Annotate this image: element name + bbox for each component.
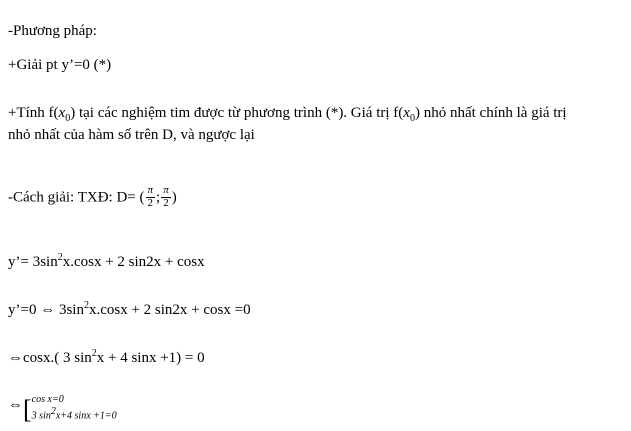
derivative-text-a: y’= 3sin	[8, 254, 58, 270]
step-two-text-a: +Tính f(	[8, 105, 59, 121]
step-two-line-1	[8, 104, 623, 126]
case-two-text-b: x+4 sinx +1=0	[55, 409, 117, 421]
step-two-text-b: ) tại các nghiệm tim được từ phương trình (*). Giá trị f(	[70, 105, 404, 121]
step-two-text-c: ) nhỏ nhất chính là giá trị	[414, 105, 567, 121]
solution-prefix-text: -Cách giải: TXĐ: D= (	[8, 189, 145, 206]
x-zero-subscript-1: 0	[65, 113, 71, 124]
case-item-2	[32, 406, 117, 422]
x-zero-subscript-2: 0	[409, 113, 415, 124]
case-one-text: cos x=0	[31, 394, 64, 405]
step-one-line	[0, 56, 119, 75]
factored-text-a: ⇔cosx.( 3 sin	[8, 350, 92, 366]
x-zero-variable-2: x	[403, 105, 410, 121]
factored-equation-line	[0, 348, 213, 368]
case-list	[32, 394, 117, 421]
x-zero-variable-1: x	[58, 105, 66, 121]
case-bracket: [	[23, 394, 32, 424]
case-item-1	[32, 394, 117, 406]
solution-suffix-text: )	[171, 189, 177, 206]
fraction-denominator-1: 2	[146, 197, 156, 210]
solution-domain-line	[0, 186, 185, 210]
derivzero-text-b: x.cosx + 2 sin2x + cosx =0	[88, 302, 251, 318]
fraction-denominator-2: 2	[161, 197, 171, 210]
method-heading-text: -Phương pháp:	[8, 23, 97, 39]
equivalence-symbol: ⇔	[8, 397, 23, 414]
method-heading	[0, 22, 105, 41]
derivative-line	[0, 252, 213, 272]
case-system-line	[0, 392, 125, 424]
step-two-line-2	[8, 126, 623, 145]
fraction-pi-over-two-2	[161, 185, 171, 209]
case-two-text-a: 3 sin	[31, 409, 51, 421]
step-two-block	[0, 104, 631, 144]
fraction-pi-over-two-1	[146, 185, 156, 209]
step-one-text: +Giải pt y’=0 (*)	[8, 57, 112, 73]
derivative-text-b: x.cosx + 2 sin2x + cosx	[62, 254, 205, 270]
derivative-exponent: 2	[57, 252, 63, 263]
derivzero-exponent: 2	[83, 300, 89, 311]
step-two-text-line2: nhỏ nhất của hàm số trên D, và ngược lại	[8, 126, 255, 143]
interval-separator: ;	[156, 189, 161, 206]
case-system-group	[23, 394, 117, 424]
case-two-exponent: 2	[50, 405, 56, 417]
factored-text-b: x + 4 sinx +1) = 0	[96, 350, 205, 366]
factored-exponent: 2	[91, 348, 97, 359]
fraction-numerator-1: π	[147, 184, 154, 196]
derivzero-text-a: y’=0 ⇔ 3sin	[8, 302, 84, 318]
fraction-numerator-2: π	[163, 184, 169, 196]
derivative-equals-zero-line	[0, 300, 259, 320]
